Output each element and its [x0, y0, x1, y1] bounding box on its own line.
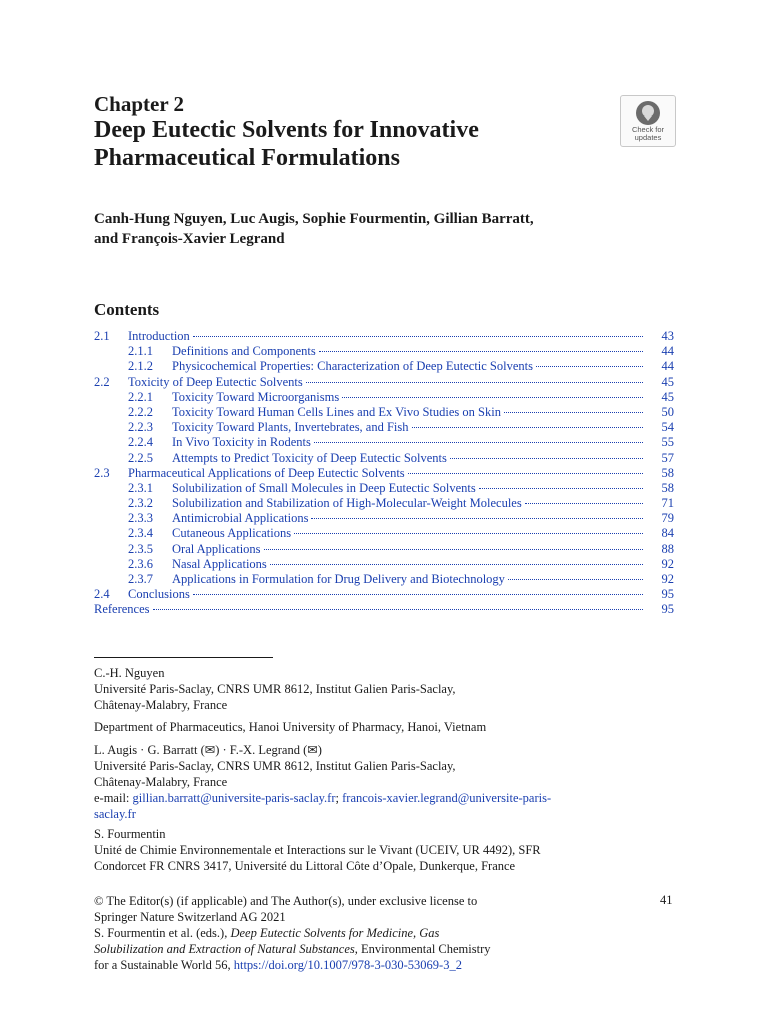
toc-title: Toxicity Toward Human Cells Lines and Ex Vivo Studies on Skin	[172, 404, 501, 419]
toc-item[interactable]	[94, 451, 674, 466]
toc-page: 58	[661, 465, 674, 480]
copyright-line: Springer Nature Switzerland AG 2021	[94, 910, 286, 924]
toc-page: 84	[661, 526, 674, 541]
author-line-2: and François-Xavier Legrand	[94, 231, 285, 247]
toc-number: 2.3	[94, 465, 110, 480]
author-name: C.-H. Nguyen	[94, 666, 165, 680]
email-link-barratt[interactable]: gillian.barratt@universite-paris-saclay.fr	[132, 791, 336, 805]
toc-leader	[193, 594, 643, 595]
toc-number: 2.1	[94, 329, 110, 343]
email-link-legrand[interactable]: francois-xavier.legrand@universite-paris-	[342, 791, 552, 805]
toc-number: 2.1.2	[128, 359, 153, 374]
citation-line: Solubilization and Extraction of Natural Substances, Environmental Chemistry	[94, 942, 491, 956]
toc-page: 92	[661, 572, 674, 586]
toc-page: 95	[661, 602, 674, 617]
affiliation-hanoi	[94, 719, 684, 735]
toc-item[interactable]	[94, 466, 674, 481]
toc-leader	[479, 488, 643, 489]
toc-leader	[153, 609, 643, 610]
toc-leader	[408, 473, 643, 474]
page-number: 41	[660, 893, 673, 907]
toc-title: In Vivo Toxicity in Rodents	[172, 435, 311, 450]
toc-item[interactable]	[94, 359, 674, 374]
chapter-title	[94, 116, 614, 172]
badge-text-line-2: updates	[634, 133, 662, 142]
toc-page: 55	[661, 435, 674, 450]
toc-page: 95	[661, 587, 674, 602]
toc-page: 50	[661, 404, 674, 419]
check-for-updates-badge[interactable]	[620, 95, 676, 147]
toc-item-references[interactable]	[94, 602, 674, 617]
envelope-icon[interactable]: ✉	[204, 743, 216, 757]
toc-page: 92	[661, 556, 674, 571]
citation-line: for a Sustainable World 56, https://doi.org/10.1007/978-3-030-53069-3_2	[94, 958, 462, 972]
toc-page: 43	[661, 329, 674, 343]
affiliation-line: Université Paris-Saclay, CNRS UMR 8612, Institut Galien Paris-Saclay,	[94, 759, 456, 773]
badge-text-line-1: Check for	[631, 125, 665, 134]
toc-leader	[508, 579, 643, 580]
toc-number: 2.3.1	[128, 480, 153, 495]
toc-number: 2.4	[94, 587, 110, 602]
toc-item[interactable]	[94, 526, 674, 541]
toc-item[interactable]	[94, 587, 674, 602]
toc-item[interactable]	[94, 405, 674, 420]
affiliation-nguyen	[94, 665, 684, 713]
toc-item[interactable]	[94, 511, 674, 526]
toc-leader	[306, 382, 643, 383]
toc-item[interactable]	[94, 542, 674, 557]
toc-number: 2.1.1	[128, 344, 153, 359]
toc-number: 2.3.5	[128, 541, 153, 556]
toc-title: Toxicity Toward Plants, Invertebrates, and Fish	[172, 420, 409, 435]
toc-page: 88	[661, 541, 674, 556]
toc-leader	[536, 366, 643, 367]
toc-title: References	[94, 602, 150, 617]
chapter-title-line-1: Deep Eutectic Solvents for Innovative	[94, 117, 479, 143]
author-line-1: Canh-Hung Nguyen, Luc Augis, Sophie Fourmentin, Gillian Barratt,	[94, 211, 534, 227]
toc-number: 2.2	[94, 374, 110, 389]
toc-page: 58	[661, 480, 674, 495]
affiliation-line: Châtenay-Malabry, France	[94, 698, 228, 712]
table-of-contents	[94, 329, 674, 618]
toc-number: 2.2.4	[128, 435, 153, 450]
toc-title: Physicochemical Properties: Characterization of Deep Eutectic Solvents	[172, 359, 533, 374]
citation-line: S. Fourmentin et al. (eds.), Deep Eutectic Solvents for Medicine, Gas	[94, 926, 440, 940]
toc-title: Definitions and Components	[172, 344, 316, 359]
toc-leader	[294, 533, 643, 534]
author-names: L. Augis · G. Barratt (✉) · F.-X. Legrand (✉)	[94, 743, 322, 757]
toc-title: Solubilization and Stabilization of High-Molecular-Weight Molecules	[172, 496, 522, 511]
toc-page: 79	[661, 511, 674, 526]
toc-leader	[525, 503, 643, 504]
author-name: S. Fourmentin	[94, 827, 166, 841]
toc-number: 2.2.5	[128, 450, 153, 465]
toc-item[interactable]	[94, 557, 674, 572]
toc-leader	[311, 518, 643, 519]
toc-title: Introduction	[128, 329, 190, 343]
toc-leader	[412, 427, 643, 428]
toc-title: Cutaneous Applications	[172, 526, 292, 541]
toc-number: 2.2.1	[128, 389, 153, 404]
toc-title: Toxicity Toward Microorganisms	[172, 389, 340, 404]
footnote-rule	[94, 657, 273, 658]
toc-leader	[342, 397, 643, 398]
toc-leader	[504, 412, 643, 413]
toc-page: 44	[661, 359, 674, 374]
toc-leader	[314, 442, 643, 443]
toc-title: Oral Applications	[172, 541, 261, 556]
toc-title: Attempts to Predict Toxicity of Deep Eutectic Solvents	[172, 450, 447, 465]
toc-item[interactable]	[94, 390, 674, 405]
toc-title: Solubilization of Small Molecules in Deep Eutectic Solvents	[172, 480, 476, 495]
toc-number: 2.3.4	[128, 526, 153, 541]
toc-leader	[270, 564, 643, 565]
affiliation-line: Unité de Chimie Environnementale et Interactions sur le Vivant (UCEIV, UR 4492), SFR	[94, 843, 541, 857]
affiliation-line: Condorcet FR CNRS 3417, Université du Littoral Côte d’Opale, Dunkerque, France	[94, 859, 516, 873]
toc-title: Applications in Formulation for Drug Delivery and Biotechnology	[172, 572, 505, 586]
toc-number: 2.3.7	[128, 572, 153, 586]
email-line: e-mail: gillian.barratt@universite-paris-saclay.fr; francois-xavier.legrand@universite-paris-	[94, 791, 552, 805]
toc-number: 2.3.6	[128, 556, 153, 571]
toc-item[interactable]	[94, 375, 674, 390]
toc-leader	[319, 351, 643, 352]
crossmark-icon	[635, 100, 661, 126]
toc-leader	[450, 458, 643, 459]
toc-item[interactable]	[94, 496, 674, 511]
toc-item[interactable]	[94, 329, 674, 344]
toc-page: 71	[661, 496, 674, 511]
toc-item[interactable]	[94, 435, 674, 450]
chapter-label: Chapter 2	[94, 92, 185, 116]
envelope-icon[interactable]: ✉	[307, 743, 318, 757]
toc-title: Conclusions	[128, 587, 190, 602]
email-link-legrand-continued[interactable]: saclay.fr	[94, 807, 136, 821]
toc-item[interactable]	[94, 420, 674, 435]
affiliation-augis-barratt-legrand	[94, 742, 684, 822]
copyright-line: © The Editor(s) (if applicable) and The Author(s), under exclusive license to	[94, 894, 478, 908]
toc-page: 45	[661, 389, 674, 404]
toc-number: 2.2.2	[128, 404, 153, 419]
toc-title: Nasal Applications	[172, 556, 267, 571]
affiliation-fourmentin	[94, 826, 684, 874]
toc-leader	[264, 549, 643, 550]
toc-title: Toxicity of Deep Eutectic Solvents	[128, 374, 303, 389]
toc-page: 44	[661, 344, 674, 359]
copyright-footer	[94, 893, 594, 973]
author-list	[94, 209, 654, 249]
affiliation-line: Châtenay-Malabry, France	[94, 775, 228, 789]
toc-title: Antimicrobial Applications	[172, 511, 309, 526]
chapter-title-line-2: Pharmaceutical Formulations	[94, 145, 400, 171]
toc-item[interactable]	[94, 344, 674, 359]
toc-leader	[193, 336, 643, 337]
toc-title: Pharmaceutical Applications of Deep Eutectic Solvents	[128, 465, 405, 480]
toc-page: 54	[661, 420, 674, 435]
contents-heading: Contents	[94, 300, 160, 319]
doi-link[interactable]: https://doi.org/10.1007/978-3-030-53069-3_2	[233, 958, 462, 972]
toc-number: 2.3.3	[128, 511, 153, 526]
toc-page: 57	[661, 450, 674, 465]
affiliation-line: Department of Pharmaceutics, Hanoi University of Pharmacy, Hanoi, Vietnam	[94, 720, 487, 734]
toc-item[interactable]	[94, 481, 674, 496]
toc-item[interactable]	[94, 572, 674, 587]
toc-number: 2.2.3	[128, 420, 153, 435]
toc-number: 2.3.2	[128, 496, 153, 511]
toc-page: 45	[661, 374, 674, 389]
affiliation-line: Université Paris-Saclay, CNRS UMR 8612, Institut Galien Paris-Saclay,	[94, 682, 456, 696]
